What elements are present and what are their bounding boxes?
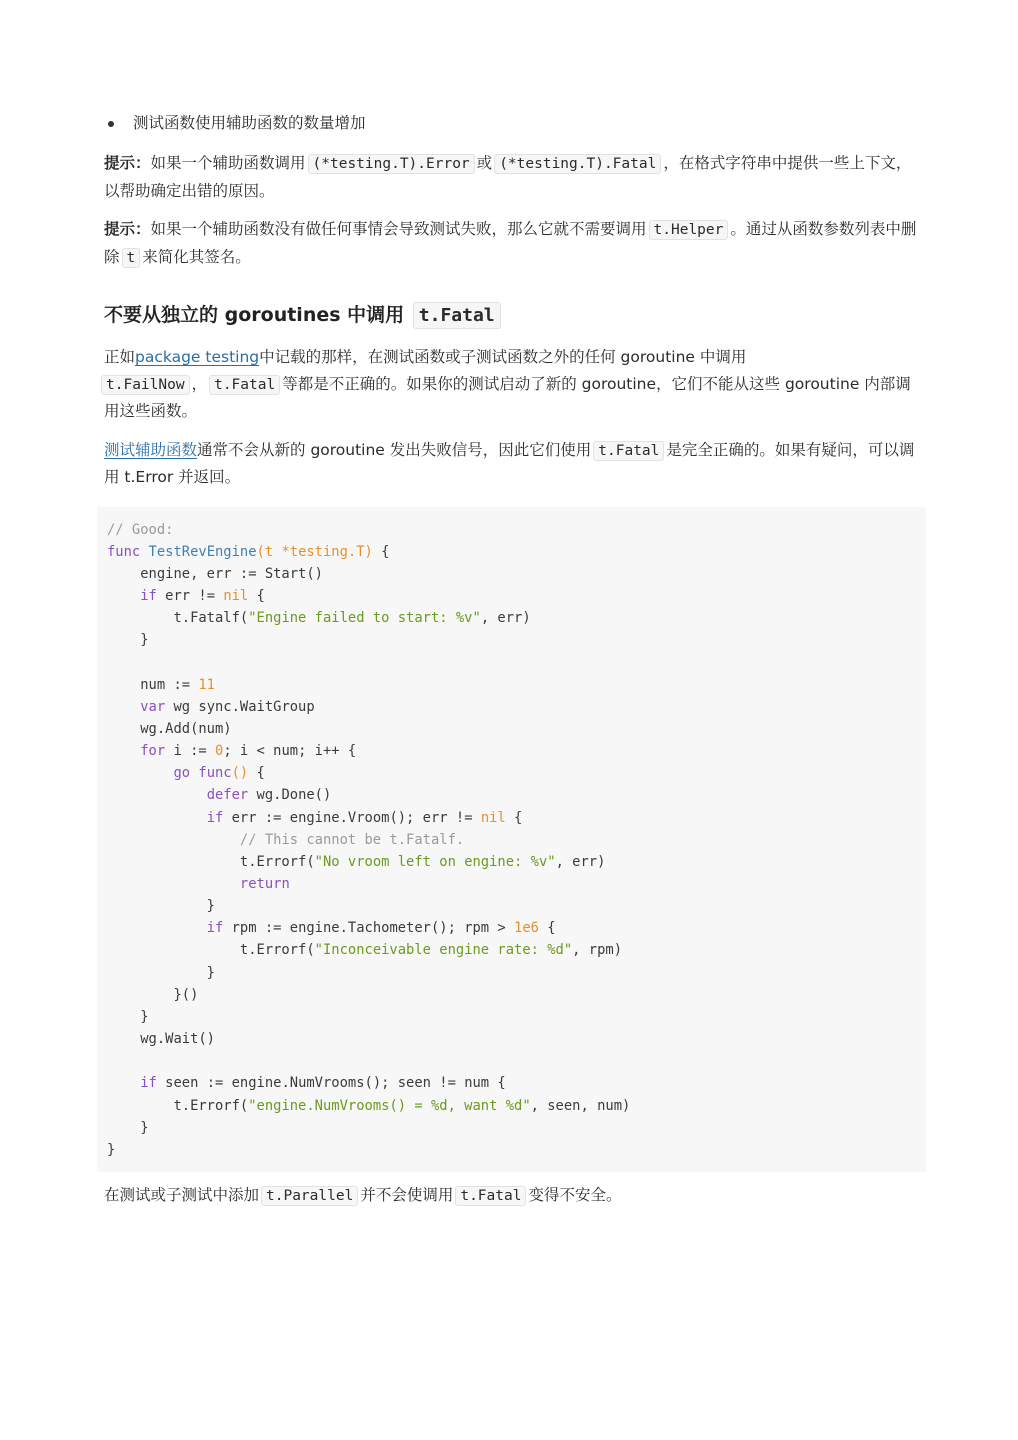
code-block <box>97 507 926 1173</box>
code-token: "Engine failed to start: %v" <box>248 610 481 627</box>
code-line <box>107 965 215 981</box>
code-token: // This cannot be t.Fatalf. <box>239 831 465 848</box>
code-token: rpm := engine.Tachometer(); rpm > <box>223 920 515 937</box>
inline-code: t.Fatal <box>209 375 280 395</box>
code-token: }() <box>107 986 199 1003</box>
inline-code: t.Fatal <box>455 1186 526 1206</box>
closing-paragraph <box>104 1182 919 1210</box>
tip-paragraph-2 <box>104 216 919 271</box>
code-line <box>107 1075 506 1091</box>
code-line <box>107 1098 630 1114</box>
code-token: return <box>239 876 290 892</box>
code-token <box>140 544 148 560</box>
code-line <box>107 677 215 693</box>
code-line <box>107 898 215 914</box>
inline-code: t <box>122 248 141 268</box>
heading-code: t.Fatal <box>413 302 501 329</box>
code-line <box>107 876 290 892</box>
code-token: i := <box>165 743 215 760</box>
code-token: wg.Done() <box>248 787 332 804</box>
document-body <box>104 100 919 1222</box>
code-line <box>107 810 522 826</box>
code-line <box>107 699 315 715</box>
code-line <box>107 610 531 626</box>
code-token: } <box>107 1119 149 1136</box>
code-line <box>107 632 149 648</box>
code-token: nil <box>223 587 249 604</box>
code-token: "Inconceivable engine rate: %d" <box>314 942 573 959</box>
para-text: 是完全正确的。如果有疑问，可以调用 t.Error 并返回。 <box>104 440 915 486</box>
code-line <box>107 1031 215 1047</box>
code-token: { <box>372 543 390 560</box>
code-token: var <box>140 698 166 715</box>
code-token: err := engine.Vroom(); err != <box>223 809 481 826</box>
code-line <box>107 832 464 848</box>
code-line <box>107 987 198 1003</box>
code-token: 0 <box>215 743 224 760</box>
code-token: t.Errorf( <box>107 853 315 870</box>
bullet-dot <box>108 121 114 127</box>
para-text: 变得不安全。 <box>528 1186 622 1205</box>
code-token: func <box>107 543 141 560</box>
code-token: wg.Wait() <box>107 1031 215 1048</box>
code-token: } <box>107 1141 116 1158</box>
inline-code: (*testing.T).Fatal <box>494 154 661 174</box>
code-token <box>107 743 140 759</box>
code-token <box>107 787 207 803</box>
code-line <box>107 920 556 936</box>
code-line <box>107 588 265 604</box>
code-token: TestRevEngine <box>148 543 257 560</box>
code-token <box>107 699 140 715</box>
tip-text: ，在格式字符串中提供一些上下文，以帮助确定出错的原因。 <box>104 154 912 200</box>
code-line <box>107 743 356 759</box>
para-text: 在测试或子测试中添加 <box>104 1186 260 1205</box>
para-text: 等都是不正确的。如果你的测试启动了新的 goroutine，它们不能从这些 goroutine 内部调用这些函数。 <box>104 374 911 420</box>
heading-text: 不要从独立的 goroutines 中调用 <box>104 304 405 326</box>
code-token <box>107 810 207 826</box>
code-token: nil <box>480 809 506 826</box>
code-token: } <box>107 964 215 981</box>
code-token: } <box>107 1008 149 1025</box>
intro-paragraph <box>104 344 919 425</box>
code-token: { <box>538 920 556 937</box>
code-line <box>107 854 605 870</box>
tip-text: 如果一个辅助函数调用 <box>150 154 306 172</box>
code-line <box>107 1120 149 1136</box>
tip-text: 如果一个辅助函数没有做任何事情会导致测试失败，那么它就不需要调用 <box>150 220 647 238</box>
code-token <box>107 765 173 781</box>
section-heading <box>104 299 919 332</box>
code-token: , rpm) <box>572 942 623 959</box>
code-token: "engine.NumVrooms() = %d, want %d" <box>248 1097 531 1114</box>
code-token: go <box>173 765 191 782</box>
code-token: } <box>107 632 149 649</box>
code-token <box>107 1075 140 1091</box>
code-token: func <box>198 765 232 782</box>
tip-label: 提示： <box>104 220 151 238</box>
code-token: , seen, num) <box>530 1097 631 1114</box>
code-token: // Good: <box>107 521 174 538</box>
code-token: for <box>140 743 166 760</box>
code-line <box>107 566 323 582</box>
code-token: defer <box>206 787 249 804</box>
code-token: { <box>248 765 265 782</box>
code-token: () <box>231 765 249 782</box>
para-text: 并不会使调用 <box>360 1186 454 1205</box>
code-token: , err) <box>555 853 606 870</box>
code-line <box>107 522 173 538</box>
para-text: ， <box>191 374 208 393</box>
code-token <box>107 876 240 892</box>
code-token <box>107 832 240 848</box>
code-line <box>107 1142 115 1158</box>
code-line <box>107 721 232 737</box>
code-token: t.Fatalf( <box>107 610 249 627</box>
code-line <box>107 765 265 781</box>
test-helper-link[interactable]: 测试辅助函数 <box>104 440 198 459</box>
para-text: 正如 <box>104 348 136 366</box>
tip-text: 。通过从函数参数列表中删除 <box>104 220 917 266</box>
code-token: if <box>206 920 224 937</box>
code-token: t.Errorf( <box>107 1097 249 1114</box>
code-token: { <box>248 587 265 604</box>
code-token: if <box>206 809 224 826</box>
inline-code: t.Parallel <box>261 1186 358 1206</box>
code-token: seen := engine.NumVrooms(); seen != num { <box>156 1075 506 1092</box>
code-token: "No vroom left on engine: %v" <box>314 853 556 870</box>
code-token: ; i < num; i++ { <box>223 743 357 760</box>
list-item <box>104 110 919 136</box>
list-item-text: 测试函数使用辅助函数的数量增加 <box>133 114 366 132</box>
code-token: 11 <box>198 676 215 693</box>
code-token <box>107 588 140 604</box>
inline-code: t.Helper <box>649 220 729 240</box>
code-token <box>107 920 207 936</box>
code-token: if <box>140 587 157 604</box>
code-token: { <box>505 809 523 826</box>
helper-paragraph <box>104 437 919 491</box>
tip-label: 提示： <box>104 154 151 172</box>
code-token: if <box>140 1075 157 1092</box>
code-line <box>107 544 389 560</box>
para-text: 通常不会从新的 goroutine 发出失败信号，因此它们使用 <box>197 440 592 459</box>
package-testing-link[interactable]: package testing <box>135 348 260 366</box>
code-token: wg sync.WaitGroup <box>165 698 315 715</box>
code-line <box>107 942 622 958</box>
code-token: 1e6 <box>514 920 539 937</box>
tip-paragraph-1 <box>104 150 919 204</box>
code-token: (t *testing.T) <box>256 543 373 560</box>
tip-text: 来简化其签名。 <box>142 247 251 266</box>
code-token: } <box>107 898 215 915</box>
inline-code: t.Fatal <box>593 441 664 461</box>
code-token: t.Errorf( <box>107 942 315 959</box>
code-token: engine, err := Start() <box>107 565 323 582</box>
code-token: , err) <box>480 610 531 627</box>
inline-code: t.FailNow <box>101 375 190 395</box>
code-line <box>107 1009 149 1025</box>
code-token: err != <box>156 587 224 604</box>
code-token: wg.Add(num) <box>107 720 232 737</box>
inline-code: (*testing.T).Error <box>308 154 475 174</box>
tip-text: 或 <box>476 154 493 172</box>
para-text: 中记载的那样，在测试函数或子测试函数之外的任何 goroutine 中调用 <box>259 348 747 366</box>
code-token: num := <box>107 676 199 693</box>
code-line <box>107 787 331 803</box>
